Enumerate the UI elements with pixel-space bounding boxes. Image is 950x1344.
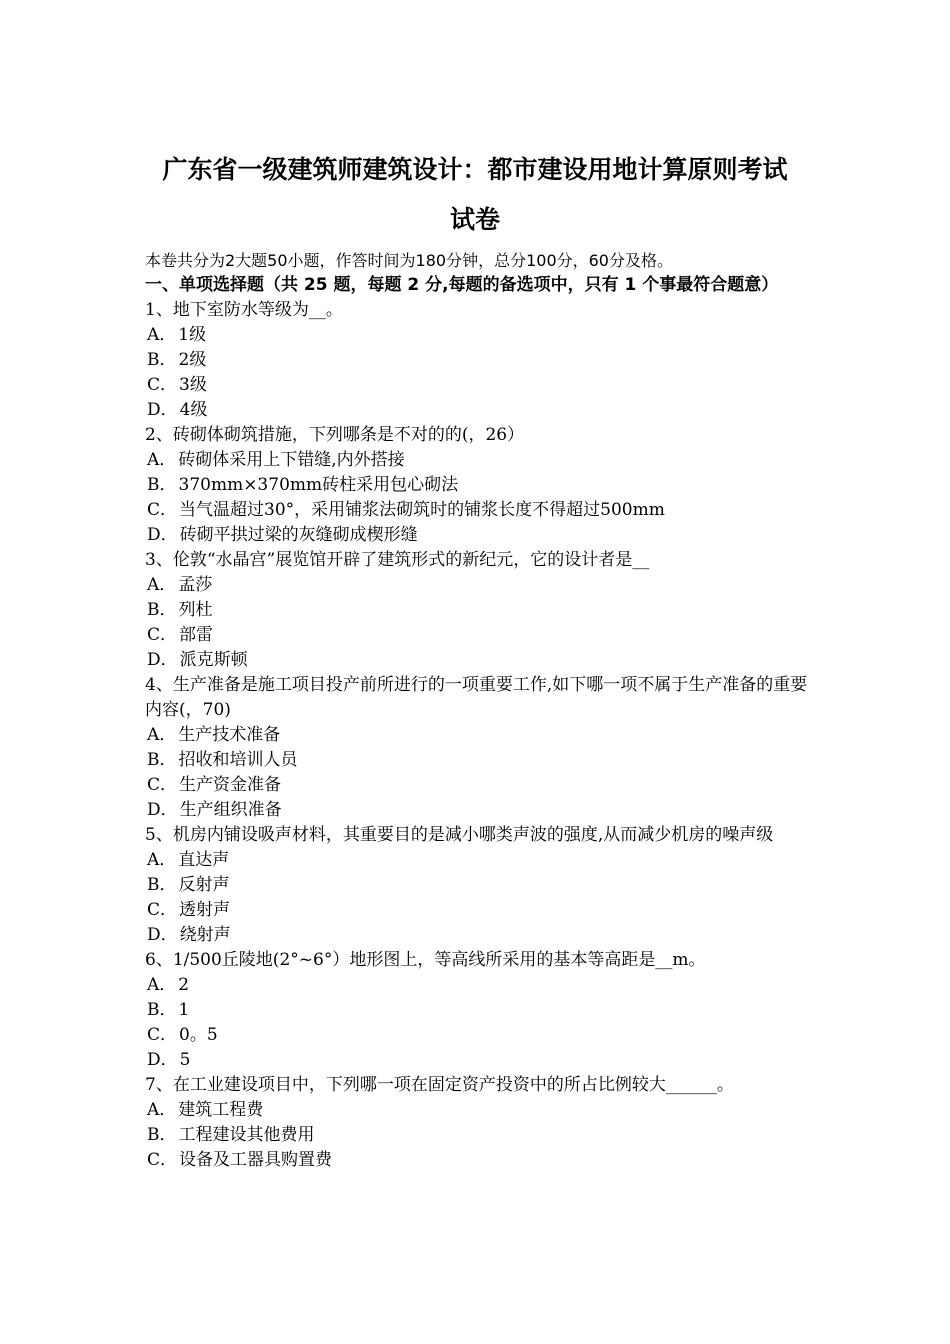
answer-option <box>145 398 815 423</box>
answer-option <box>145 848 815 873</box>
option-letter: B． <box>147 475 177 495</box>
answer-option <box>145 973 815 998</box>
answer-option <box>145 923 815 948</box>
option-letter: C． <box>147 625 178 645</box>
option-text: 列杜 <box>178 600 213 620</box>
option-letter: B． <box>147 875 177 895</box>
answer-option <box>145 348 815 373</box>
option-letter: D． <box>147 650 178 670</box>
option-letter: B． <box>147 750 177 770</box>
option-letter: B． <box>147 600 177 620</box>
option-text: 4级 <box>179 400 208 420</box>
option-text: 5 <box>179 1050 191 1070</box>
option-text: 砖砌平拱过梁的灰缝砌成楔形缝 <box>179 525 418 545</box>
option-text: 1级 <box>178 325 207 345</box>
option-text: 派克斯顿 <box>179 650 248 670</box>
option-letter: C． <box>147 1025 178 1045</box>
option-letter: A． <box>147 575 177 595</box>
question-stem: 1、地下室防水等级为__。 <box>145 300 343 320</box>
answer-option <box>145 1148 815 1173</box>
answer-option <box>145 623 815 648</box>
option-letter: C． <box>147 900 178 920</box>
option-text: 透射声 <box>179 900 231 920</box>
option-letter: D． <box>147 525 178 545</box>
option-letter: A． <box>147 850 177 870</box>
option-text: 建筑工程费 <box>178 1100 264 1120</box>
option-text: 0。5 <box>179 1025 218 1045</box>
document-title-line-1: 广东省一级建筑师建筑设计：都市建设用地计算原则考试 <box>162 155 788 184</box>
option-text: 生产技术准备 <box>178 725 281 745</box>
answer-option <box>145 873 815 898</box>
option-letter: A． <box>147 450 177 470</box>
option-text: 工程建设其他费用 <box>178 1125 315 1145</box>
answer-option <box>145 1048 815 1073</box>
option-letter: C． <box>147 775 178 795</box>
answer-option <box>145 473 815 498</box>
answer-option <box>145 748 815 773</box>
question-stem: 6、1/500丘陵地(2°~6°）地形图上，等高线所采用的基本等高距是__m。 <box>145 950 706 970</box>
document-title-line-2: 试卷 <box>449 205 500 234</box>
option-letter: D． <box>147 400 178 420</box>
exam-intro: 本卷共分为2大题50小题，作答时间为180分钟，总分100分，60分及格。 <box>145 251 673 270</box>
option-text: 招收和培训人员 <box>178 750 298 770</box>
answer-option <box>145 1023 815 1048</box>
option-text: 直达声 <box>178 850 230 870</box>
option-text: 370mm×370mm砖柱采用包心砌法 <box>178 475 459 495</box>
answer-option <box>145 523 815 548</box>
option-letter: C． <box>147 375 178 395</box>
option-letter: B． <box>147 1000 177 1020</box>
answer-option <box>145 798 815 823</box>
option-text: 3级 <box>179 375 207 395</box>
answer-option <box>145 1123 815 1148</box>
answer-option <box>145 573 815 598</box>
answer-option <box>145 598 815 623</box>
answer-option <box>145 898 815 923</box>
option-letter: D． <box>147 925 178 945</box>
option-letter: B． <box>147 350 177 370</box>
option-text: 部雷 <box>179 625 214 645</box>
option-text: 反射声 <box>178 875 230 895</box>
option-text: 2 <box>178 975 190 995</box>
question-list <box>145 298 815 1173</box>
option-letter: A． <box>147 325 177 345</box>
option-text: 2级 <box>178 350 207 370</box>
option-letter: D． <box>147 1050 178 1070</box>
question-stem: 7、在工业建设项目中，下列哪一项在固定资产投资中的所占比例较大______。 <box>145 1075 734 1095</box>
option-text: 孟莎 <box>178 575 213 595</box>
option-text: 生产资金准备 <box>179 775 282 795</box>
option-text: 当气温超过30°，采用铺浆法砌筑时的铺浆长度不得超过500mm <box>179 500 665 520</box>
answer-option <box>145 448 815 473</box>
answer-option <box>145 373 815 398</box>
answer-option <box>145 773 815 798</box>
answer-option <box>145 1098 815 1123</box>
answer-option <box>145 998 815 1023</box>
option-letter: D． <box>147 800 178 820</box>
question-stem: 3、伦敦“水晶宫”展览馆开辟了建筑形式的新纪元，它的设计者是__ <box>145 550 650 570</box>
answer-option <box>145 323 815 348</box>
option-text: 1 <box>178 1000 190 1020</box>
question-stem: 2、砖砌体砌筑措施，下列哪条是不对的的(，26） <box>145 425 525 445</box>
question-stem: 4、生产准备是施工项目投产前所进行的一项重要工作,如下哪一项不属于生产准备的重要内容(，70) <box>145 675 808 720</box>
option-letter: C． <box>147 500 178 520</box>
option-text: 生产组织准备 <box>179 800 282 820</box>
answer-option <box>145 648 815 673</box>
option-letter: A． <box>147 1100 177 1120</box>
option-text: 砖砌体采用上下错缝,内外搭接 <box>178 450 405 470</box>
option-text: 设备及工器具购置费 <box>179 1150 333 1170</box>
option-letter: A． <box>147 975 177 995</box>
answer-option <box>145 498 815 523</box>
option-letter: C． <box>147 1150 178 1170</box>
option-text: 绕射声 <box>179 925 231 945</box>
question-stem: 5、机房内铺设吸声材料，其重要目的是减小哪类声波的强度,从而减少机房的噪声级 <box>145 825 774 845</box>
section-heading: 一、单项选择题（共 25 题，每题 2 分,每题的备选项中，只有 1 个事最符合题意） <box>145 275 779 295</box>
answer-option <box>145 723 815 748</box>
option-letter: A． <box>147 725 177 745</box>
document-body <box>145 248 815 1173</box>
option-letter: B． <box>147 1125 177 1145</box>
